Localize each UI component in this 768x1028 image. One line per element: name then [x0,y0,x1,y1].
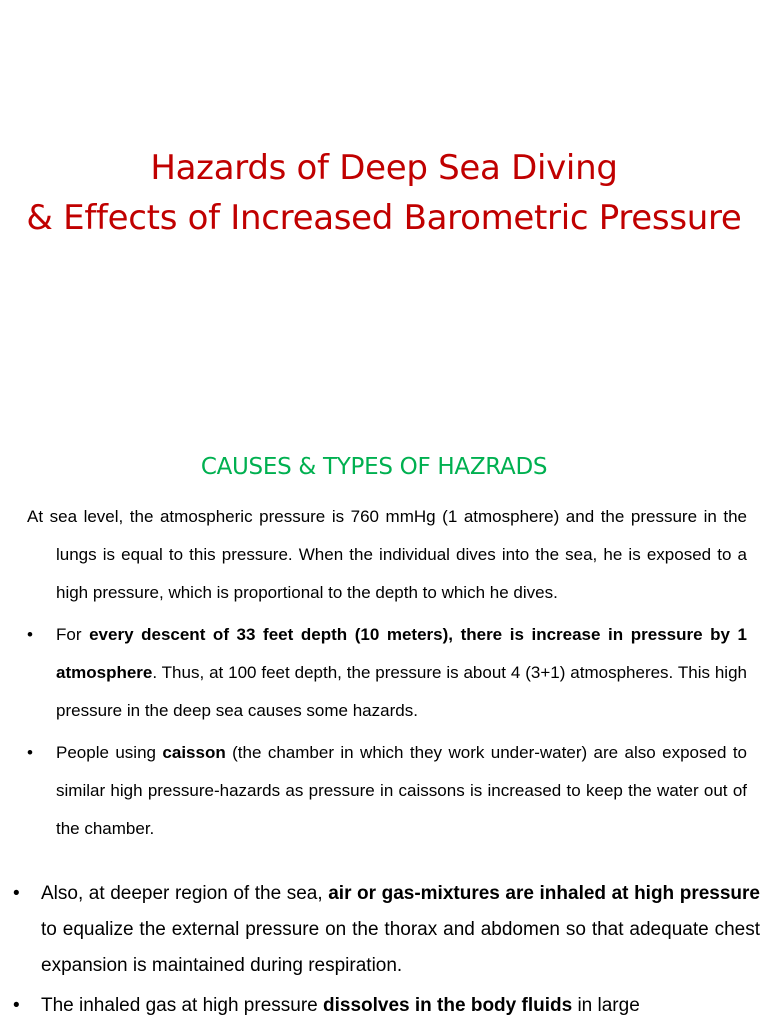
bullet-text: Also, at deeper region of the sea, [41,883,329,904]
list-item [27,734,747,848]
intro-paragraph: At sea level, the atmospheric pressure is 760 mmHg (1 atmosphere) and the pressure in the lungs is equal to this pressure. When the individual dives into the sea, he is exposed to a high pressure, which is proportional to the depth to which he dives. [27,507,747,602]
bullet-text: in large [572,995,640,1016]
bullet-text: For [56,625,90,644]
content-block-2 [13,876,760,1028]
bullet-icon: • [13,995,20,1016]
page-title [0,143,768,243]
bullet-bold-text: dissolves in the body fluids [323,995,573,1016]
list-item [13,876,760,984]
bullet-bold-text: air or gas-mixtures are inhaled at high pressure [328,883,760,904]
bullet-list-1 [27,616,747,848]
bullet-bold-text: caisson [162,743,226,762]
bullet-text: . Thus, at 100 feet depth, the pressure is about 4 (3+1) atmospheres. This high pressure in the deep sea causes some hazards. [56,663,747,720]
bullet-list-2 [13,876,760,1024]
section-heading: CAUSES & TYPES OF HAZRADS [200,454,548,480]
bullet-bold-text: every descent of 33 feet depth (10 meters), there is increase in pressure by 1 atmosphere [56,625,748,682]
bullet-text: People using [56,743,163,762]
title-line-2: & Effects of Increased Barometric Pressure [26,198,742,238]
bullet-icon: • [27,743,33,762]
bullet-text: (the chamber in which they work under-water) are also exposed to similar high pressure-hazards as pressure in caissons is increased to keep the water out of the chamber. [56,743,747,838]
list-item [13,988,760,1024]
bullet-text: to equalize the external pressure on the thorax and abdomen so that adequate chest expansion is maintained during respiration. [41,919,760,976]
bullet-text: The inhaled gas at high pressure [41,995,324,1016]
content-block-1 [27,498,747,848]
bullet-icon: • [27,625,33,644]
title-line-1: Hazards of Deep Sea Diving [150,148,618,188]
list-item [27,616,747,730]
bullet-icon: • [13,883,20,904]
